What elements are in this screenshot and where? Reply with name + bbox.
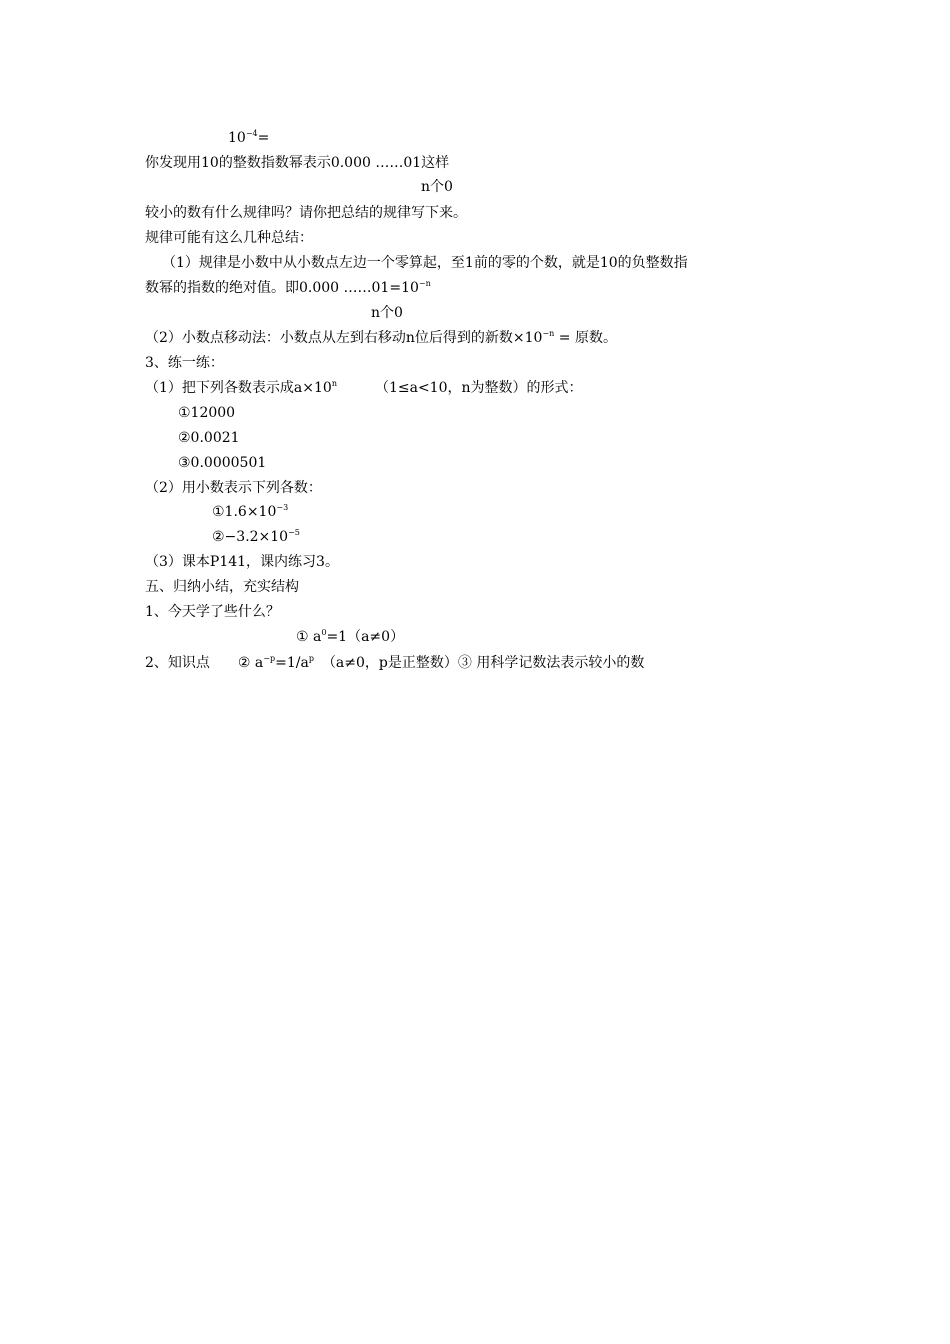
exponent: −4 <box>245 129 258 138</box>
rule-1-line: （1）规律是小数中从小数点左边一个零算起，至1前的零的个数，就是10的负整数指 <box>162 255 688 271</box>
exercise-2-line: （2）用小数表示下列各数： <box>145 480 322 496</box>
section-heading: 五、归纳小结，充实结构 <box>145 579 299 595</box>
item-text: ②−3.2×10 <box>212 529 289 545</box>
n-zeros-caption: n个0 <box>371 305 403 321</box>
exercise-item <box>212 528 300 546</box>
exercise-item <box>212 503 288 521</box>
exponent: p <box>308 654 314 663</box>
formula-text: =1/a <box>275 655 309 671</box>
exponent: n <box>331 379 337 388</box>
exercise-1-line <box>145 379 583 397</box>
rule-2-line <box>145 329 617 347</box>
formula-tail: （a≠0，p是正整数）③ 用科学记数法表示较小的数 <box>321 655 645 671</box>
paragraph-line: 较小的数有什么规律吗？请你把总结的规律写下来。 <box>145 205 467 221</box>
formula-tail: =1（a≠0） <box>326 629 405 645</box>
exercise-3-line: （3）课本P141，课内练习3。 <box>145 554 339 570</box>
equals-text: = <box>257 130 270 146</box>
exponent: −p <box>263 654 276 663</box>
section-heading: 3、练一练： <box>145 355 224 371</box>
knowledge-point-1 <box>296 628 404 646</box>
exponent: 0 <box>321 628 327 637</box>
exponent: −n <box>418 279 431 288</box>
rule-2-text: （2）小数点移动法：小数点从左到右移动n位后得到的新数×10 <box>145 330 543 346</box>
exercise-item: ②0.0021 <box>178 430 240 446</box>
exercise-item: ①12000 <box>178 405 236 421</box>
line-10-neg4 <box>228 129 269 147</box>
exercise-item: ③0.0000501 <box>178 455 267 471</box>
knowledge-label: 2、知识点 <box>145 655 210 671</box>
rule-1-continuation <box>145 279 431 297</box>
exponent: −3 <box>276 503 289 512</box>
formula-text: ② a <box>237 655 264 671</box>
rule-1-text: 数幂的指数的绝对值。即0.000 ……01=10 <box>145 280 419 296</box>
knowledge-points-line <box>145 654 644 672</box>
summary-question: 1、今天学了些什么？ <box>145 604 280 620</box>
rule-2-tail: = 原数。 <box>554 330 617 346</box>
item-text: ①1.6×10 <box>212 504 277 520</box>
exponent: −5 <box>288 528 300 537</box>
formula-text: ① a <box>296 629 322 645</box>
exercise-1-text: （1）把下列各数表示成a×10 <box>145 380 332 396</box>
exponent: −n <box>542 329 555 338</box>
exercise-1-condition: （1≤a<10，n为整数）的形式： <box>374 380 583 396</box>
paragraph-line: 你发现用10的整数指数幂表示0.000 ……01这样 <box>145 155 450 171</box>
n-zeros-caption: n个0 <box>421 179 453 195</box>
paragraph-line: 规律可能有这么几种总结： <box>145 230 313 246</box>
base-text: 10 <box>228 130 246 146</box>
